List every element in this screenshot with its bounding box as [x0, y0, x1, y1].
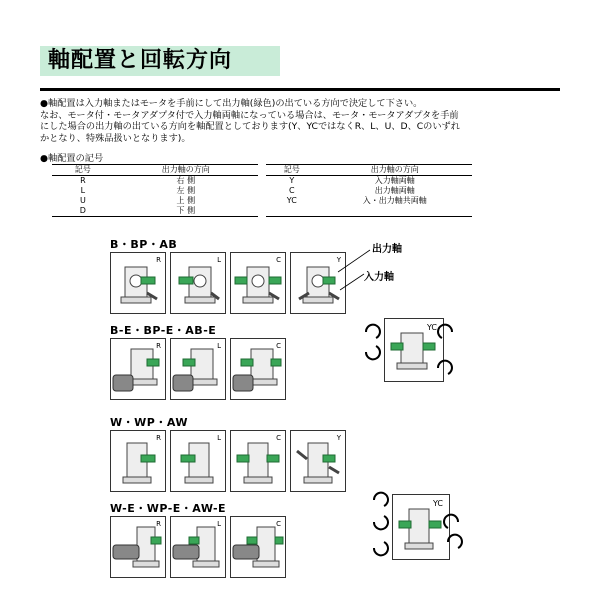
gearmotor-icon	[171, 517, 225, 577]
box-label: L	[217, 520, 221, 528]
table-cell	[266, 206, 317, 217]
table-header: 記号	[52, 165, 114, 176]
table-cell: L	[80, 186, 86, 195]
gearbox-icon	[231, 431, 285, 491]
table-cell: R	[80, 176, 86, 185]
title-rule	[40, 88, 560, 91]
intro-line-4: かとなり、特殊品扱いとなります)。	[40, 132, 191, 144]
diagram-box-w-r-motor	[110, 516, 166, 578]
table-cell: 下 側	[114, 206, 258, 217]
table-cell: YC	[286, 196, 297, 205]
box-label: R	[156, 256, 161, 264]
box-label: Y	[336, 434, 341, 442]
symbols-heading: ●軸配置の記号	[40, 153, 104, 164]
callout-leader-lines	[330, 246, 380, 296]
callout-output-shaft: 出力軸	[372, 244, 402, 255]
callout-input-shaft: 入力軸	[364, 272, 394, 283]
diagram-box-l	[170, 252, 226, 314]
diagram-box-w-c	[230, 430, 286, 492]
gearmotor-icon	[111, 517, 165, 577]
table-cell: 入力軸両軸	[374, 176, 415, 185]
diagram-box-w-c-motor	[230, 516, 286, 578]
table-cell	[318, 206, 472, 217]
table-cell: D	[52, 206, 114, 217]
diagram-box-r	[110, 252, 166, 314]
box-label: C	[276, 520, 281, 528]
gearbox-icon	[231, 253, 285, 313]
table-cell: 出力軸両軸	[374, 186, 415, 195]
diagram-box-c	[230, 252, 286, 314]
table-cell: Y	[289, 176, 295, 185]
gearbox-icon	[291, 431, 345, 491]
table-cell: 上 側	[176, 196, 196, 205]
table-cell: 左 側	[176, 186, 196, 195]
box-label: L	[217, 434, 221, 442]
page-title: 軸配置と回転方向	[48, 48, 233, 73]
gearbox-icon	[171, 431, 225, 491]
box-label: L	[217, 342, 221, 350]
diagram-box-w-l-motor	[170, 516, 226, 578]
diagram-box-c-motor	[230, 338, 286, 400]
table-row	[52, 186, 472, 196]
intro-line-1: ●軸配置は入力軸またはモータを手前にして出力軸(緑色)の出ている方向で決定して下さい。	[40, 98, 423, 109]
rotation-arrows-icon	[360, 490, 474, 562]
diagram-box-w-r	[110, 430, 166, 492]
gearmotor-icon	[231, 517, 285, 577]
group-label-w-e: W-E・WP-E・AW-E	[110, 502, 227, 515]
diagram-box-w-y	[290, 430, 346, 492]
box-label: R	[156, 434, 161, 442]
box-label: YC	[432, 499, 443, 508]
box-label: C	[276, 434, 281, 442]
gearbox-icon	[111, 431, 165, 491]
box-label: R	[156, 342, 161, 350]
table-row	[52, 176, 472, 187]
box-label: L	[217, 256, 221, 264]
gearbox-icon	[111, 253, 165, 313]
table-header: 出力軸の方向	[318, 165, 472, 176]
table-cell: U	[79, 196, 86, 205]
intro-line-3: にした場合の出力軸の出ている方向を軸配置としております(Y、YCではなくR、L、U、D、Cのいずれ	[40, 121, 460, 133]
table-header: 出力軸の方向	[114, 165, 258, 176]
table-cell: 右 側	[176, 176, 196, 185]
group-label-b-bp-ab: B・BP・AB	[110, 238, 178, 251]
gearmotor-icon	[111, 339, 165, 399]
table-row	[52, 206, 472, 217]
table-cell: 入・出力軸共両軸	[362, 196, 427, 205]
table-row	[52, 196, 472, 206]
table-header: 記号	[266, 165, 317, 176]
gearmotor-icon	[171, 339, 225, 399]
gearmotor-icon	[231, 339, 285, 399]
rotation-arrows-icon	[352, 318, 468, 384]
intro-line-2: なお、モータ付・モータアダプタ付で入力軸両軸になっている場合は、モータ・モータアダプタを手前	[40, 109, 459, 121]
table-cell: C	[289, 186, 295, 195]
box-label: Y	[336, 256, 341, 264]
diagram-box-w-l	[170, 430, 226, 492]
diagram-box-l-motor	[170, 338, 226, 400]
symbol-table	[52, 164, 472, 217]
box-label: C	[276, 342, 281, 350]
box-label: C	[276, 256, 281, 264]
group-label-b-e: B-E・BP-E・AB-E	[110, 324, 217, 337]
box-label: R	[156, 520, 161, 528]
gearbox-icon	[171, 253, 225, 313]
group-label-w-wp-aw: W・WP・AW	[110, 416, 188, 429]
diagram-box-r-motor	[110, 338, 166, 400]
intro-paragraph	[40, 98, 560, 144]
box-label: YC	[426, 323, 437, 332]
